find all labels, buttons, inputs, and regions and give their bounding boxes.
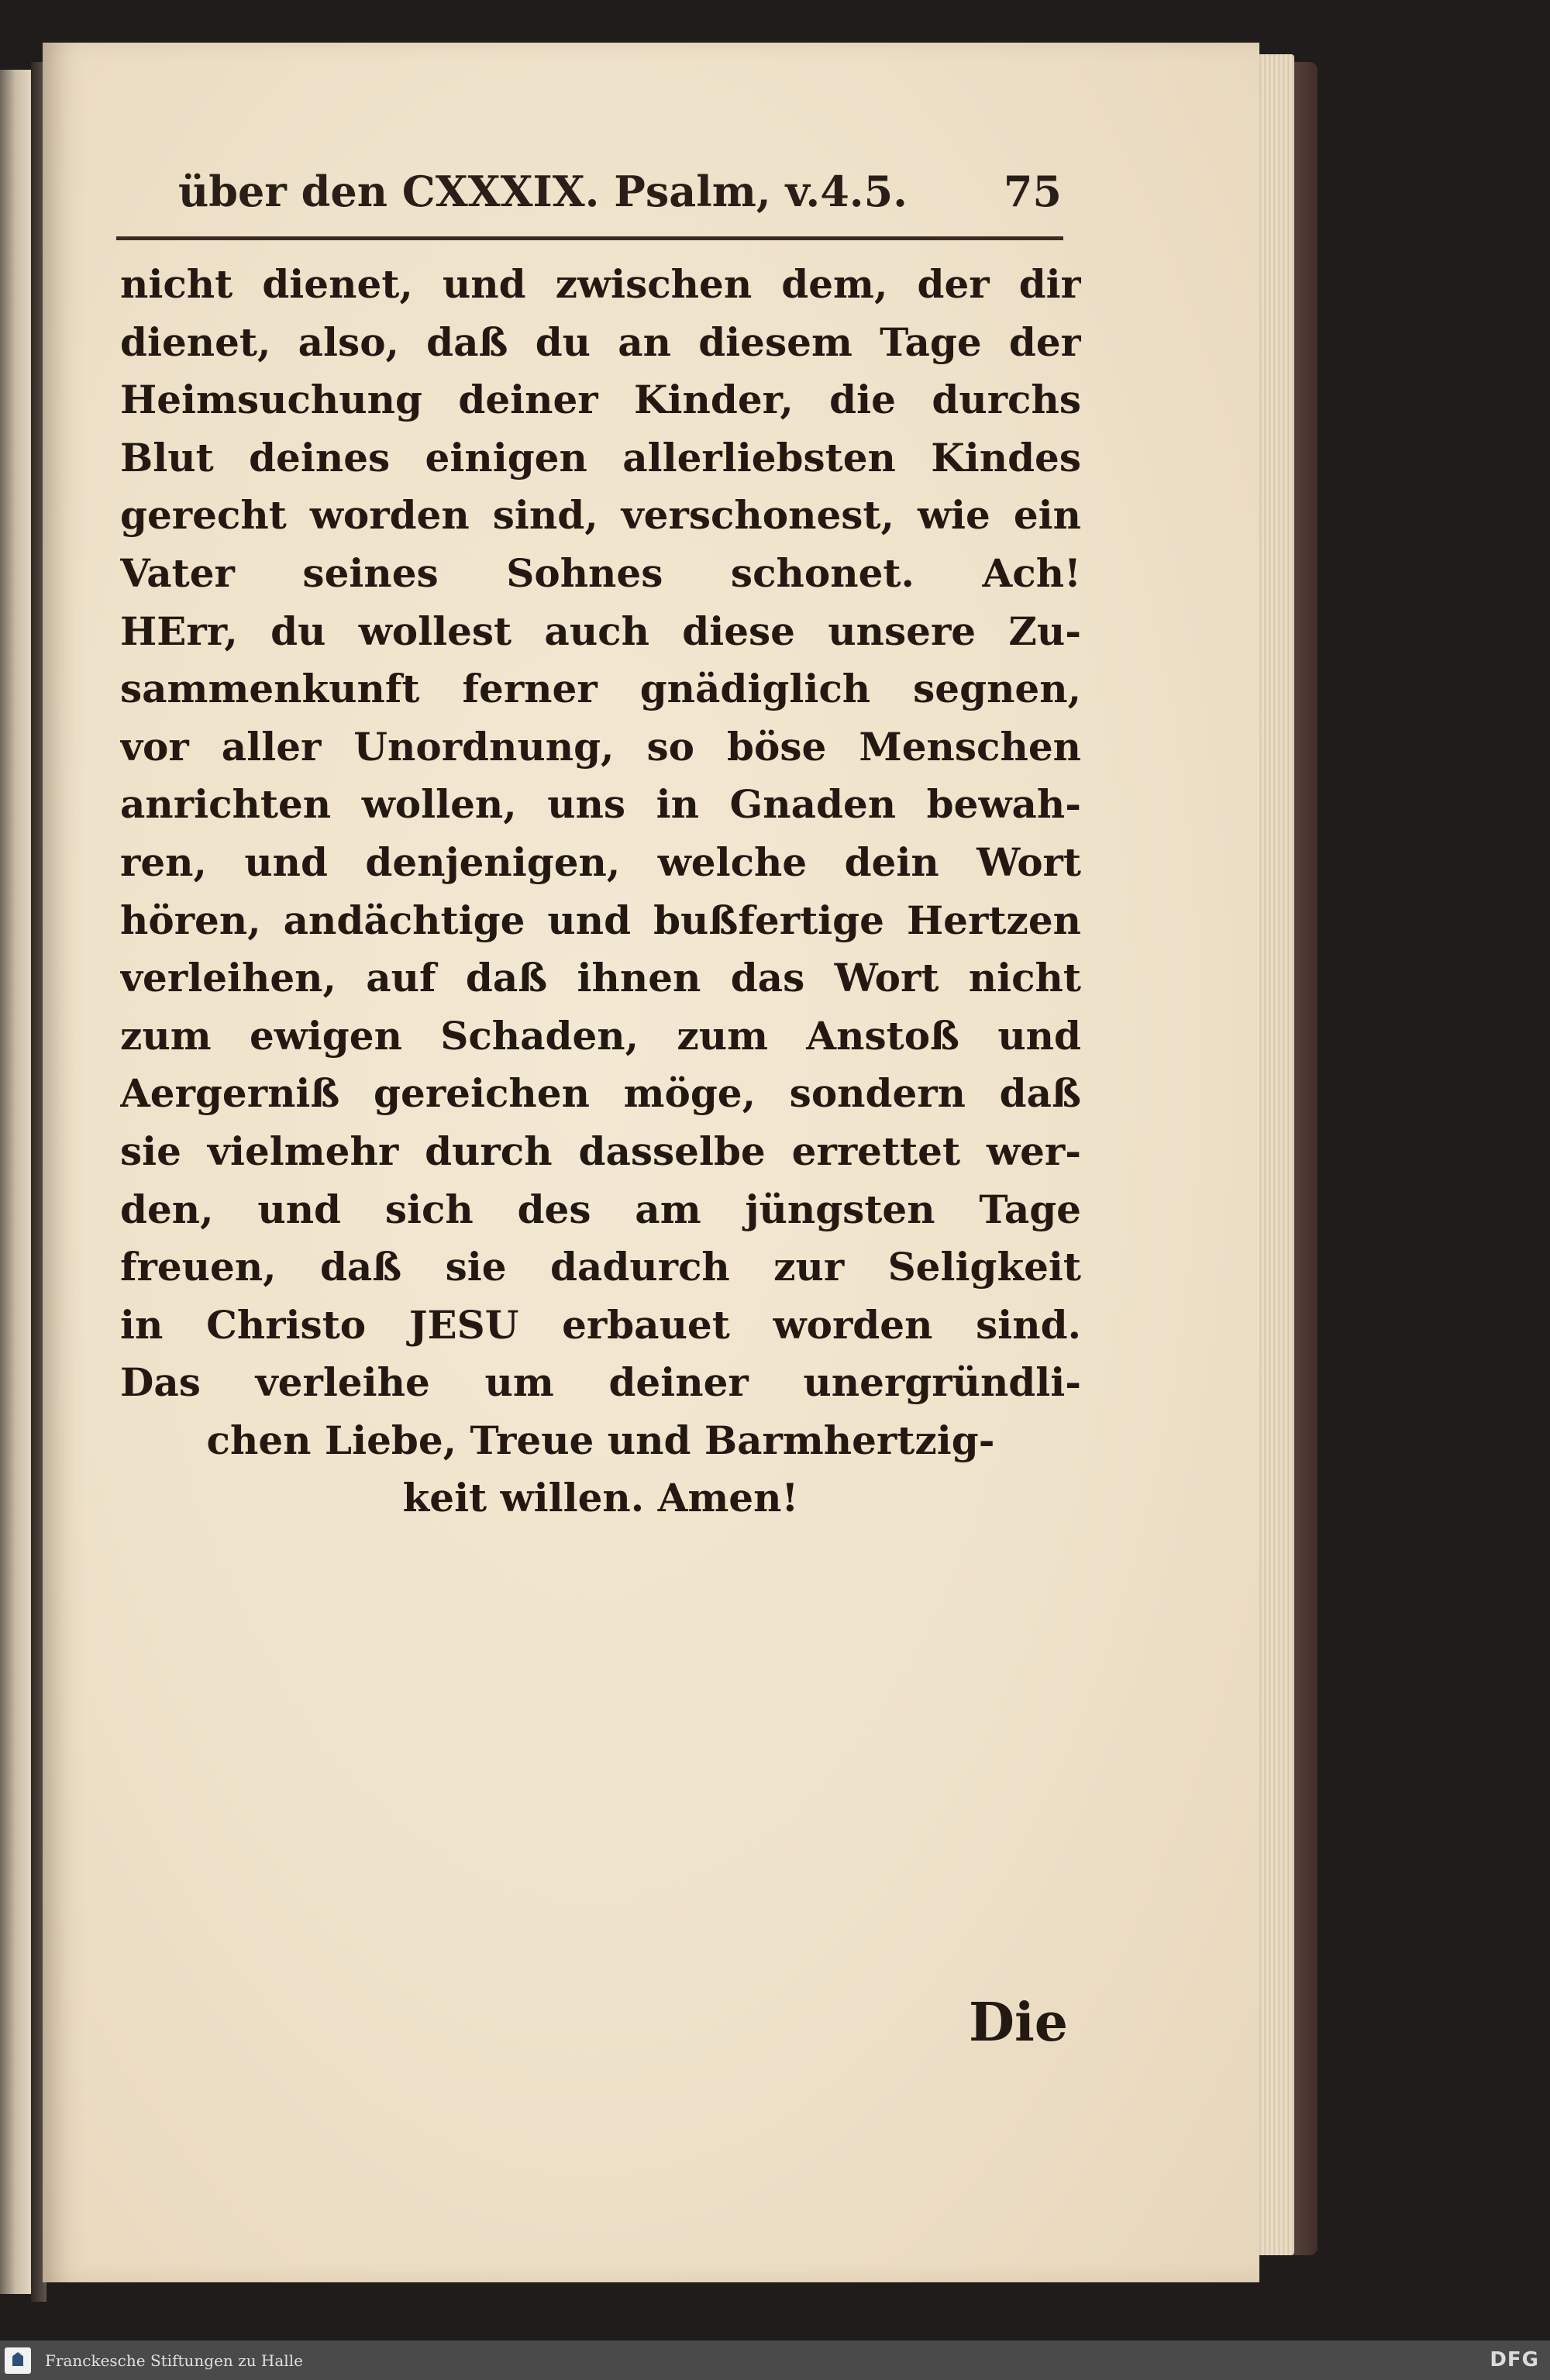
institution-logo-icon <box>5 2347 31 2374</box>
text-line: Das verleihe um deiner unergründli- <box>120 1359 1081 1406</box>
text-line: hören, andächtige und bußfertige Hertzen <box>120 897 1081 943</box>
text-line-centered: chen Liebe, Treue und Barmhertzig- <box>206 1417 995 1463</box>
text-line: HErr, du wollest auch diese unsere Zu- <box>120 608 1081 654</box>
page-number: 75 <box>1003 167 1062 216</box>
text-line: Heimsuchung deiner Kinder, die durchs <box>120 377 1081 423</box>
text-line-centered: keit willen. Amen! <box>402 1475 799 1521</box>
header-rule <box>116 236 1063 240</box>
text-line: zum ewigen Schaden, zum Anstoß und <box>120 1012 1081 1059</box>
viewer-footer-bar <box>0 2340 1550 2380</box>
dfg-logo: DFG <box>1490 2348 1539 2371</box>
text-line: vor aller Unordnung, so böse Menschen <box>120 723 1081 770</box>
text-line: Blut deines einigen allerliebsten Kindes <box>120 434 1081 480</box>
text-line: Aergerniß gereichen möge, sondern daß <box>120 1070 1081 1117</box>
catchword: Die <box>969 1992 1069 2054</box>
text-line: Vater seines Sohnes schonet. Ach! <box>120 549 1081 596</box>
text-line: nicht dienet, und zwischen dem, der dir <box>120 261 1081 307</box>
header-title: über den CXXXIX. Psalm, v.4.5. <box>178 167 908 216</box>
text-line: verleihen, auf daß ihnen das Wort nicht <box>120 955 1081 1001</box>
text-line: freuen, daß sie dadurch zur Seligkeit <box>120 1244 1081 1290</box>
text-line: den, und sich des am jüngsten Tage <box>120 1186 1081 1232</box>
running-header <box>178 167 1062 221</box>
body-text <box>120 256 1081 1528</box>
text-line: gerecht worden sind, verschonest, wie ein <box>120 492 1081 539</box>
text-line: sie vielmehr durch dasselbe errettet wer- <box>120 1128 1081 1174</box>
institution-name: Franckesche Stiftungen zu Halle <box>45 2351 303 2370</box>
text-line: ren, und denjenigen, welche dein Wort <box>120 839 1081 885</box>
text-line: sammenkunft ferner gnädiglich segnen, <box>120 666 1081 712</box>
text-line: dienet, also, daß du an diesem Tage der <box>120 319 1081 365</box>
text-line: in Christo JESU erbauet worden sind. <box>120 1301 1081 1348</box>
text-line: anrichten wollen, uns in Gnaden bewah- <box>120 781 1081 828</box>
